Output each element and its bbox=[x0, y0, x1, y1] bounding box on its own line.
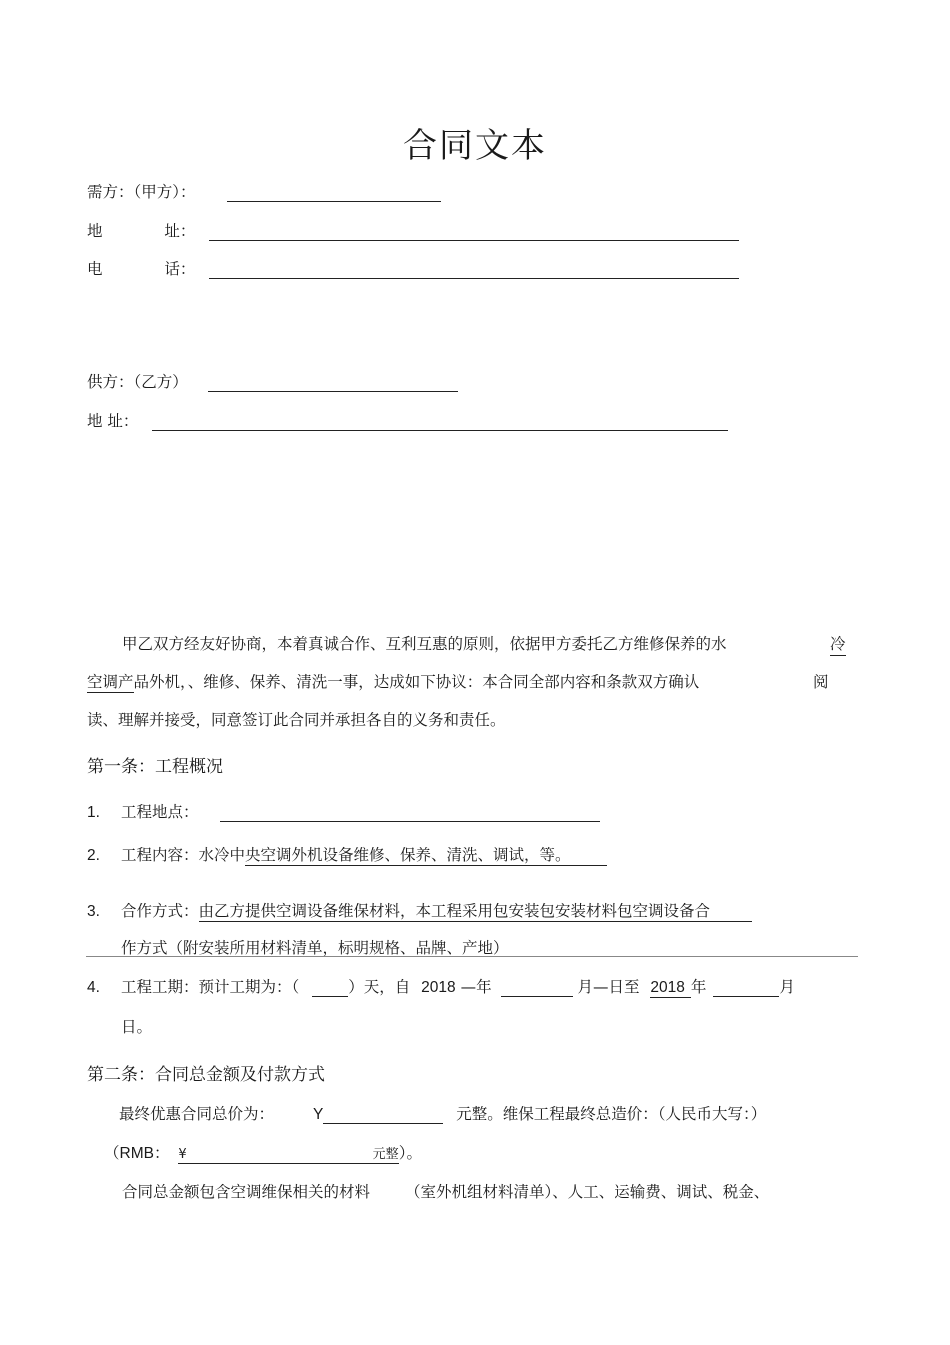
item-1-label: 工程地点： bbox=[121, 803, 199, 821]
duration-days-field[interactable] bbox=[312, 978, 348, 997]
seller-name-field[interactable] bbox=[208, 373, 458, 392]
seller-address-line bbox=[87, 409, 728, 431]
includes-text: 合同总金额包含空调维保相关的材料 bbox=[122, 1183, 371, 1201]
item-2-number: 2. bbox=[87, 847, 100, 864]
article-1-heading: 第一条：工程概况 bbox=[87, 757, 223, 777]
article-2-heading: 第二条：合同总金额及付款方式 bbox=[87, 1065, 325, 1085]
seller-label: 供方：（乙方） bbox=[87, 373, 188, 391]
includes-text-b: （室外机组材料清单）、人工、运输费、调试、税金、 bbox=[404, 1183, 770, 1201]
rmb-tail: 元整 bbox=[372, 1147, 399, 1162]
article-1-item-3 bbox=[87, 899, 752, 921]
intro-line-2 bbox=[87, 670, 699, 692]
end-year: 2018 bbox=[650, 979, 690, 998]
rmb-close: ）。 bbox=[398, 1144, 422, 1162]
buyer-name-field[interactable] bbox=[227, 183, 441, 202]
price-tail: 元整。维保工程最终总造价：（人民币大写：） bbox=[456, 1105, 767, 1123]
seller-address-label: 地 址： bbox=[87, 412, 139, 430]
rmb-symbol: ¥ bbox=[178, 1147, 187, 1162]
item-4-text-b: ）天，自 bbox=[348, 978, 411, 996]
article-1-item-4 bbox=[87, 975, 795, 997]
item-2-value: 央空调外机设备维修、保养、清洗、调试，等。 bbox=[245, 846, 607, 866]
item-4-text-a: 工程工期：预计工期为：（ bbox=[121, 978, 300, 996]
start-year: 2018 bbox=[421, 979, 456, 996]
intro-line-2-tail: 阅 bbox=[813, 673, 829, 691]
buyer-address-field[interactable] bbox=[209, 222, 739, 241]
price-amount-field[interactable] bbox=[323, 1105, 443, 1124]
intro-line-1: 甲乙双方经友好协商，本着真诚合作、互利互惠的原则，依据甲方委托乙方维修保养的水 bbox=[122, 635, 727, 653]
start-month-field[interactable] bbox=[501, 978, 573, 997]
buyer-address-label-2: 址： bbox=[164, 222, 196, 240]
intro-line-2-text: 品外机，、维修、保养、清洗一事，达成如下协议：本合同全部内容和条款双方确认 bbox=[133, 673, 700, 691]
intro-line-3: 读、理解并接受，同意签订此合同并承担各自的义务和责任。 bbox=[87, 711, 506, 729]
item-3-line-2: 作方式（附安装所用材料清单，标明规格、品牌、产地） bbox=[121, 939, 509, 957]
item-4-text-f: 月 bbox=[779, 978, 795, 996]
buyer-phone-line bbox=[87, 257, 739, 279]
rmb-line bbox=[104, 1141, 422, 1163]
buyer-phone-field[interactable] bbox=[209, 260, 739, 279]
buyer-address-line bbox=[87, 219, 739, 241]
seller-line bbox=[87, 370, 458, 392]
buyer-address-label-1: 地 bbox=[87, 222, 103, 240]
seller-address-field[interactable] bbox=[152, 412, 728, 431]
article-1-item-1 bbox=[87, 800, 600, 822]
divider-line bbox=[86, 956, 858, 957]
price-label: 最终优惠合同总价为： bbox=[119, 1105, 275, 1123]
rmb-label: （RMB： bbox=[104, 1145, 170, 1162]
item-2-label: 工程内容：水冷中 bbox=[121, 846, 246, 864]
project-location-field[interactable] bbox=[220, 803, 600, 822]
document-title: 合同文本 bbox=[403, 126, 547, 166]
rmb-amount-field[interactable] bbox=[178, 1147, 398, 1164]
item-3-label: 合作方式： bbox=[121, 902, 199, 920]
buyer-line bbox=[87, 180, 441, 202]
buyer-phone-label-1: 电 bbox=[87, 260, 103, 278]
buyer-phone-label-2: 话： bbox=[164, 260, 196, 278]
item-4-text-e: 年 bbox=[690, 978, 707, 996]
intro-line-1-tail: 冷 bbox=[830, 632, 846, 656]
article-1-item-2 bbox=[87, 843, 607, 865]
item-4-text-d: 月—日至 bbox=[577, 978, 640, 996]
price-line bbox=[119, 1102, 766, 1124]
item-4-text-c: —年 bbox=[460, 978, 492, 996]
includes-line bbox=[122, 1180, 769, 1202]
item-1-number: 1. bbox=[87, 804, 100, 821]
intro-line-2-underlined: 空调产 bbox=[87, 673, 134, 691]
item-3-value: 由乙方提供空调设备维保材料，本工程采用包安装包安装材料包空调设备合 bbox=[199, 902, 753, 922]
item-4-line-2: 日。 bbox=[121, 1018, 153, 1036]
item-3-number: 3. bbox=[87, 903, 100, 920]
price-symbol: Y bbox=[312, 1106, 324, 1123]
buyer-label: 需方：（甲方）： bbox=[87, 183, 196, 201]
end-month-field[interactable] bbox=[713, 978, 779, 997]
item-4-number: 4. bbox=[87, 979, 100, 996]
